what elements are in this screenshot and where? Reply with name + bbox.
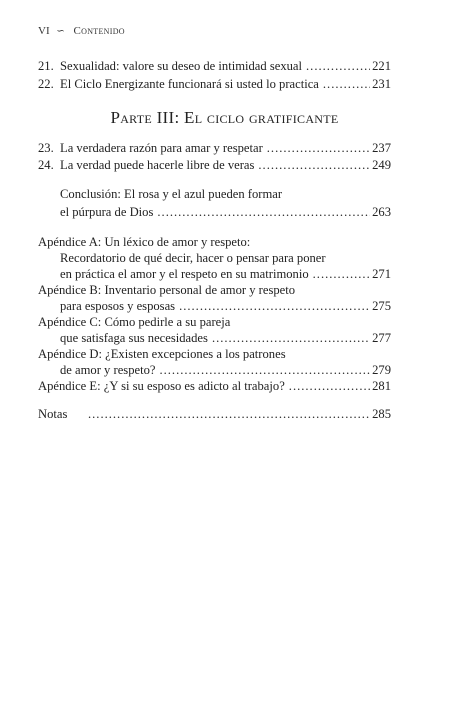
toc-entry-23[interactable] [38, 140, 391, 156]
appendix-d-line-1: Apéndice D: ¿Existen excepciones a los patrones [38, 347, 286, 361]
appendix-c-line-1: Apéndice C: Cómo pedirle a su pareja [38, 315, 231, 329]
dot-leader [306, 58, 370, 74]
part-heading [0, 110, 449, 126]
chapter-title: El Ciclo Energizante funcionará si usted lo practica [60, 77, 319, 91]
toc-entry-notes[interactable] [38, 406, 391, 422]
dot-leader [88, 406, 370, 422]
page-number: 277 [372, 331, 391, 345]
page-number: 263 [372, 205, 391, 219]
appendix-a-line-2: Recordatorio de qué decir, hacer o pensar para poner [60, 251, 326, 265]
chapter-number: 23. [38, 141, 54, 155]
appendix-a-line-1: Apéndice A: Un léxico de amor y respeto: [38, 235, 251, 249]
running-header [38, 23, 125, 40]
appendix-a-line-3: en práctica el amor y el respeto en su matrimonio [60, 267, 309, 281]
appendix-d-line-2: de amor y respeto? [60, 363, 156, 377]
conclusion-line-2: el púrpura de Dios [60, 205, 154, 219]
dot-leader [267, 140, 370, 156]
dot-leader [313, 266, 370, 282]
dot-leader [289, 378, 370, 394]
header-title: Contenido [73, 25, 125, 37]
chapter-number: 22. [38, 77, 54, 91]
page-number: 285 [372, 407, 391, 421]
chapter-title: La verdadera razón para amar y respetar [60, 141, 263, 155]
dot-leader [157, 204, 370, 220]
toc-entry-22[interactable] [38, 76, 391, 92]
toc-entry-conclusion[interactable] [60, 204, 391, 220]
page-number: 249 [372, 158, 391, 172]
chapter-title: Sexualidad: valore su deseo de intimidad sexual [60, 59, 303, 73]
notes-title: Notas [38, 407, 68, 421]
dot-leader [212, 330, 370, 346]
page-number: 281 [372, 379, 391, 393]
toc-entry-appendix-e[interactable] [38, 378, 391, 394]
page-number: 221 [372, 59, 391, 73]
appendix-b-line-2: para esposos y esposas [60, 299, 176, 313]
ornament-icon: ∽ [56, 26, 65, 37]
toc-entry-24[interactable] [38, 157, 391, 173]
toc-entry-appendix-d[interactable] [60, 362, 391, 378]
page-number: 237 [372, 141, 391, 155]
chapter-number: 21. [38, 59, 54, 73]
appendix-e-title: Apéndice E: ¿Y si su esposo es adicto al trabajo? [38, 379, 285, 393]
page-number: 271 [372, 267, 391, 281]
dot-leader [323, 76, 370, 92]
dot-leader [179, 298, 370, 314]
toc-entry-appendix-a[interactable] [60, 266, 391, 282]
page-number: 279 [372, 363, 391, 377]
toc-entry-appendix-b[interactable] [60, 298, 391, 314]
appendix-b-line-1: Apéndice B: Inventario personal de amor y respeto [38, 283, 296, 297]
header-page-number: VI [38, 25, 50, 37]
dot-leader [258, 157, 370, 173]
conclusion-line-1: Conclusión: El rosa y el azul pueden formar [60, 187, 283, 201]
dot-leader [159, 362, 370, 378]
appendix-c-line-2: que satisfaga sus necesidades [60, 331, 208, 345]
chapter-title: La verdad puede hacerle libre de veras [60, 158, 255, 172]
toc-entry-21[interactable] [38, 58, 391, 74]
page-number: 275 [372, 299, 391, 313]
chapter-number: 24. [38, 158, 54, 172]
part-title: Parte III: El ciclo gratificante [110, 108, 339, 127]
page-number: 231 [372, 77, 391, 91]
toc-entry-appendix-c[interactable] [60, 330, 391, 346]
